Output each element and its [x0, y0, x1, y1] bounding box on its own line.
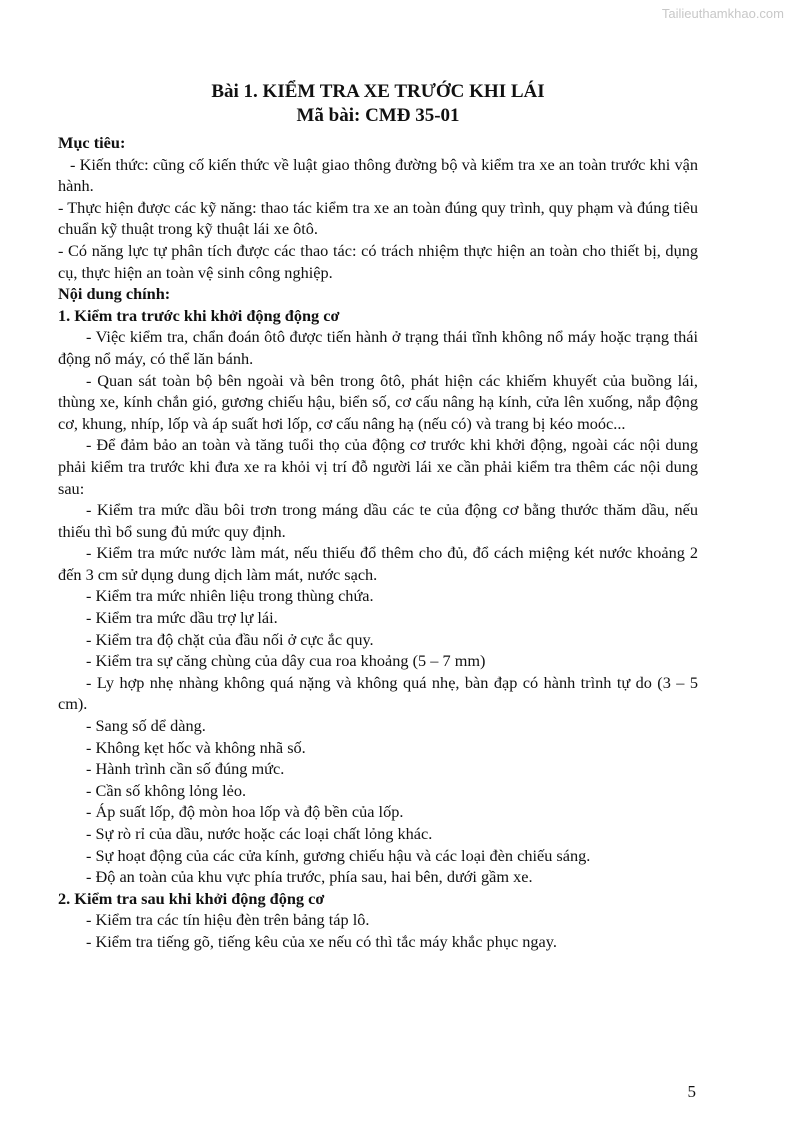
- section-1-paragraph: - Cần số không lỏng lẻo.: [86, 780, 247, 800]
- section-1-paragraph: - Áp suất lốp, độ mòn hoa lốp và độ bền của lốp.: [86, 802, 404, 822]
- section-1-paragraph: - Sự rò rỉ của dầu, nước hoặc các loại chất lỏng khác.: [86, 824, 433, 843]
- section-1-paragraph: - Ly hợp nhẹ nhàng không quá nặng và không quá nhẹ, bàn đạp có hành trình tự do (3 – 5 cm).: [58, 672, 698, 714]
- section-1-paragraph: - Hành trình cần số đúng mức.: [86, 759, 285, 779]
- section-1-paragraph: - Kiểm tra mức dầu bôi trơn trong máng dầu các te của động cơ bằng thước thăm dầu, nếu thiếu thì bổ sung đủ mức quy định.: [58, 500, 698, 541]
- document-page: [58, 80, 698, 953]
- section-1-paragraph: - Quan sát toàn bộ bên ngoài và bên trong ôtô, phát hiện các khiếm khuyết của buồng lái, thùng xe, kính chắn gió, gương chiếu hậu, biển số, cơ cấu nâng hạ kính, cửa lên xuống, nắp động cơ, khung, nhíp, lốp và áp suất hơi lốp, cơ cấu nâng hạ (nếu có) và trang bị kéo moóc...: [58, 370, 698, 433]
- section-1-heading: 1. Kiểm tra trước khi khởi động động cơ: [58, 305, 340, 325]
- objective-skills: - Thực hiện được các kỹ năng: thao tác kiểm tra xe an toàn đúng quy trình, quy phạm và đúng tiêu chuẩn kỹ thuật trong kỹ thuật lái xe ôtô.: [58, 197, 698, 239]
- section-1-paragraph: - Kiểm tra độ chặt của đầu nối ở cực ắc quy.: [86, 629, 374, 649]
- section-1-paragraph: - Kiểm tra mức nước làm mát, nếu thiếu đổ thêm cho đủ, đổ cách miệng két nước khoảng 2 đến 3 cm sử dụng dung dịch làm mát, nước sạch.: [58, 543, 698, 584]
- main-content-heading: Nội dung chính:: [58, 284, 171, 304]
- lesson-code: Mã bài: CMĐ 35-01: [296, 105, 460, 126]
- section-1-paragraph: - Không kẹt hốc và không nhã số.: [86, 737, 306, 757]
- section-1-paragraph: - Sự hoạt động của các cửa kính, gương chiếu hậu và các loại đèn chiếu sáng.: [86, 845, 591, 865]
- page-number: 5: [687, 1082, 696, 1101]
- section-2-heading: 2. Kiểm tra sau khi khởi động động cơ: [58, 888, 325, 908]
- section-1-paragraph: - Kiểm tra sự căng chùng của dây cua roa khoảng (5 – 7 mm): [86, 651, 486, 671]
- section-1-paragraph: - Để đảm bảo an toàn và tăng tuổi thọ của động cơ trước khi khởi động, ngoài các nội dung phải kiểm tra trước khi đưa xe ra khỏi vị trí đỗ người lái xe cần phải kiểm tra thêm các nội dung sau:: [58, 435, 698, 498]
- lesson-title: Bài 1. KIỂM TRA XE TRƯỚC KHI LÁI: [211, 81, 545, 102]
- objective-attitude: - Có năng lực tự phân tích được các thao tác: có trách nhiệm thực hiện an toàn cho thiết bị, dụng cụ, thực hiện an toàn vệ sinh công nghiệp.: [58, 240, 698, 282]
- section-2-paragraph: - Kiểm tra các tín hiệu đèn trên bảng táp lô.: [86, 910, 370, 930]
- watermark-text: Tailieuthamkhao.com: [661, 6, 784, 21]
- objective-knowledge: - Kiến thức: cũng cố kiến thức về luật giao thông đường bộ và kiểm tra xe an toàn trước khi vận hành.: [58, 154, 698, 196]
- section-1-paragraph: - Kiểm tra mức nhiên liệu trong thùng chứa.: [86, 586, 374, 606]
- objectives-heading: Mục tiêu:: [58, 133, 126, 152]
- section-2-paragraph: - Kiểm tra tiếng gõ, tiếng kêu của xe nếu có thì tắc máy khắc phục ngay.: [86, 931, 557, 951]
- section-1-paragraph: - Việc kiểm tra, chẩn đoán ôtô được tiến hành ở trạng thái tĩnh không nổ máy hoặc trạng thái động nổ máy, có thể lăn bánh.: [58, 327, 698, 368]
- section-1-paragraph: - Kiểm tra mức dầu trợ lự lái.: [86, 608, 278, 628]
- section-1-paragraph: - Độ an toàn của khu vực phía trước, phía sau, hai bên, dưới gầm xe.: [86, 867, 533, 887]
- section-1-paragraph: - Sang số dể dàng.: [86, 716, 206, 736]
